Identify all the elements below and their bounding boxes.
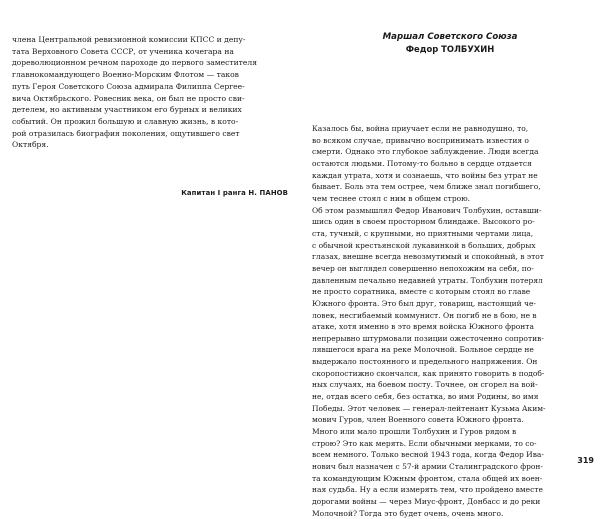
right-page (300, 0, 600, 518)
left-page (0, 0, 300, 472)
text-line: Победы. Этот человек — генерал-лейтенант Кузьма Аким- (312, 403, 546, 413)
text-line: событий. Он прожил большую и славную жизнь, в кото- (12, 116, 239, 126)
left-page-text (12, 34, 288, 197)
right-page-text (312, 123, 594, 519)
chapter-rank-title: Маршал Советского Союза (382, 32, 518, 42)
page-number: 319 (577, 456, 594, 465)
text-line: не просто соратника, вместе с которым стоял во главе (312, 287, 531, 297)
text-line: лявшегося врага на реке Молочной. Больное сердце не (312, 345, 534, 355)
text-line: каждая утрата, хотя и сознаешь, что войны без утрат не (312, 170, 538, 180)
text-line: члена Центральной ревизионной комиссии КПСС и депу- (12, 35, 246, 44)
text-line: смерти. Однако это глубокое заблуждение. Люди всегда (312, 147, 539, 157)
text-line: остаются людьми. Потому-то больно в сердце отдается (312, 158, 532, 168)
chapter-name-title: Федор ТОЛБУХИН (405, 44, 495, 54)
text-line: дореволюционном речном пароходе до первого заместителя (12, 58, 257, 68)
text-line: вечер он выглядел совершенно непохожим на себя, по- (312, 263, 534, 273)
text-line: путь Героя Советского Союза адмирала Филиппа Сергее- (12, 81, 245, 91)
text-line: главнокомандующего Военно-Морским Флотом — таков (12, 70, 239, 80)
text-line: тата Верховного Совета СССР, от ученика кочегара на (12, 46, 234, 56)
text-line: дорогами войны — через Миус-фронт, Донбасс и до реки (312, 497, 541, 506)
text-line: Казалось бы, война приучает если не равнодушно, то, (312, 124, 529, 133)
text-line: бывает. Боль эта тем острее, чем ближе знал погибшего, (312, 182, 541, 192)
text-line: та командующим Южным фронтом, стала общей их воен- (312, 473, 543, 483)
text-line: нович был назначен с 57-й армии Сталинградского фрон- (312, 462, 543, 472)
text-line: непрерывно штурмовали позиции ожесточенно сопротив- (312, 333, 544, 343)
text-line: глазах, внешне всегда невозмутимый и спокойный, в этот (312, 252, 544, 262)
text-line: всем немного. Только весной 1943 года, когда Федор Ива- (312, 450, 544, 460)
text-line: с обычной крестьянской лукавинкой в больших, добрых (312, 240, 536, 250)
text-line: Молочной? Тогда это будет очень, очень много. (312, 508, 504, 518)
text-line: ста, тучный, с крупными, но приятными чертами лица, (312, 228, 534, 238)
text-line: мович Гуров, член Военного совета Южного фронта. (312, 415, 524, 425)
text-line: строю? Это как мерять. Если обычными мерками, то со- (312, 438, 537, 448)
text-line: не, отдав всего себя, без остатка, во имя Родины, во имя (312, 392, 539, 402)
text-line: ловек, несгибаемый коммунист. Он погиб не в бою, не в (312, 310, 537, 320)
author-signature: Капитан I ранга Н. ПАНОВ (181, 189, 288, 197)
text-line: рой отразилась биография поколения, ощутившего свет (12, 128, 240, 138)
text-line: чем теснее стоял с ним в общем строю. (312, 193, 471, 203)
text-line: Октября. (12, 140, 49, 150)
text-line: во всяком случае, привычно воспринимать известия о (312, 135, 529, 145)
text-line: Южного фронта. Это был друг, товарищ, настоящий че- (312, 298, 536, 308)
text-line: шись один в своем просторном блиндаже. Высокого ро- (312, 217, 535, 227)
text-line: атаке, хотя именно в это время войска Южного фронта (312, 322, 534, 332)
text-line: ных случаях, на боевом посту. Точнее, он сгорел на вой- (312, 380, 538, 390)
text-line: давленным печально недавней утраты. Толбухин потерял (312, 275, 543, 285)
text-line: детелем, но активным участником его бурных и великих (12, 105, 242, 115)
text-line: вича Октябрьского. Ровесник века, он был не просто сви- (12, 93, 245, 103)
text-line: ная судьба. Ну а если измерять тем, что пройдено вместе (312, 485, 543, 495)
text-line: выдержало постоянного и предельного напряжения. Он (312, 357, 538, 367)
text-line: Много или мало прошли Толбухин и Гуров рядом в (312, 427, 517, 437)
text-line: скоропостижно скончался, как принято говорить в подоб- (312, 368, 545, 378)
text-line: Об этом размышлял Федор Иванович Толбухин, оставши- (312, 205, 542, 215)
